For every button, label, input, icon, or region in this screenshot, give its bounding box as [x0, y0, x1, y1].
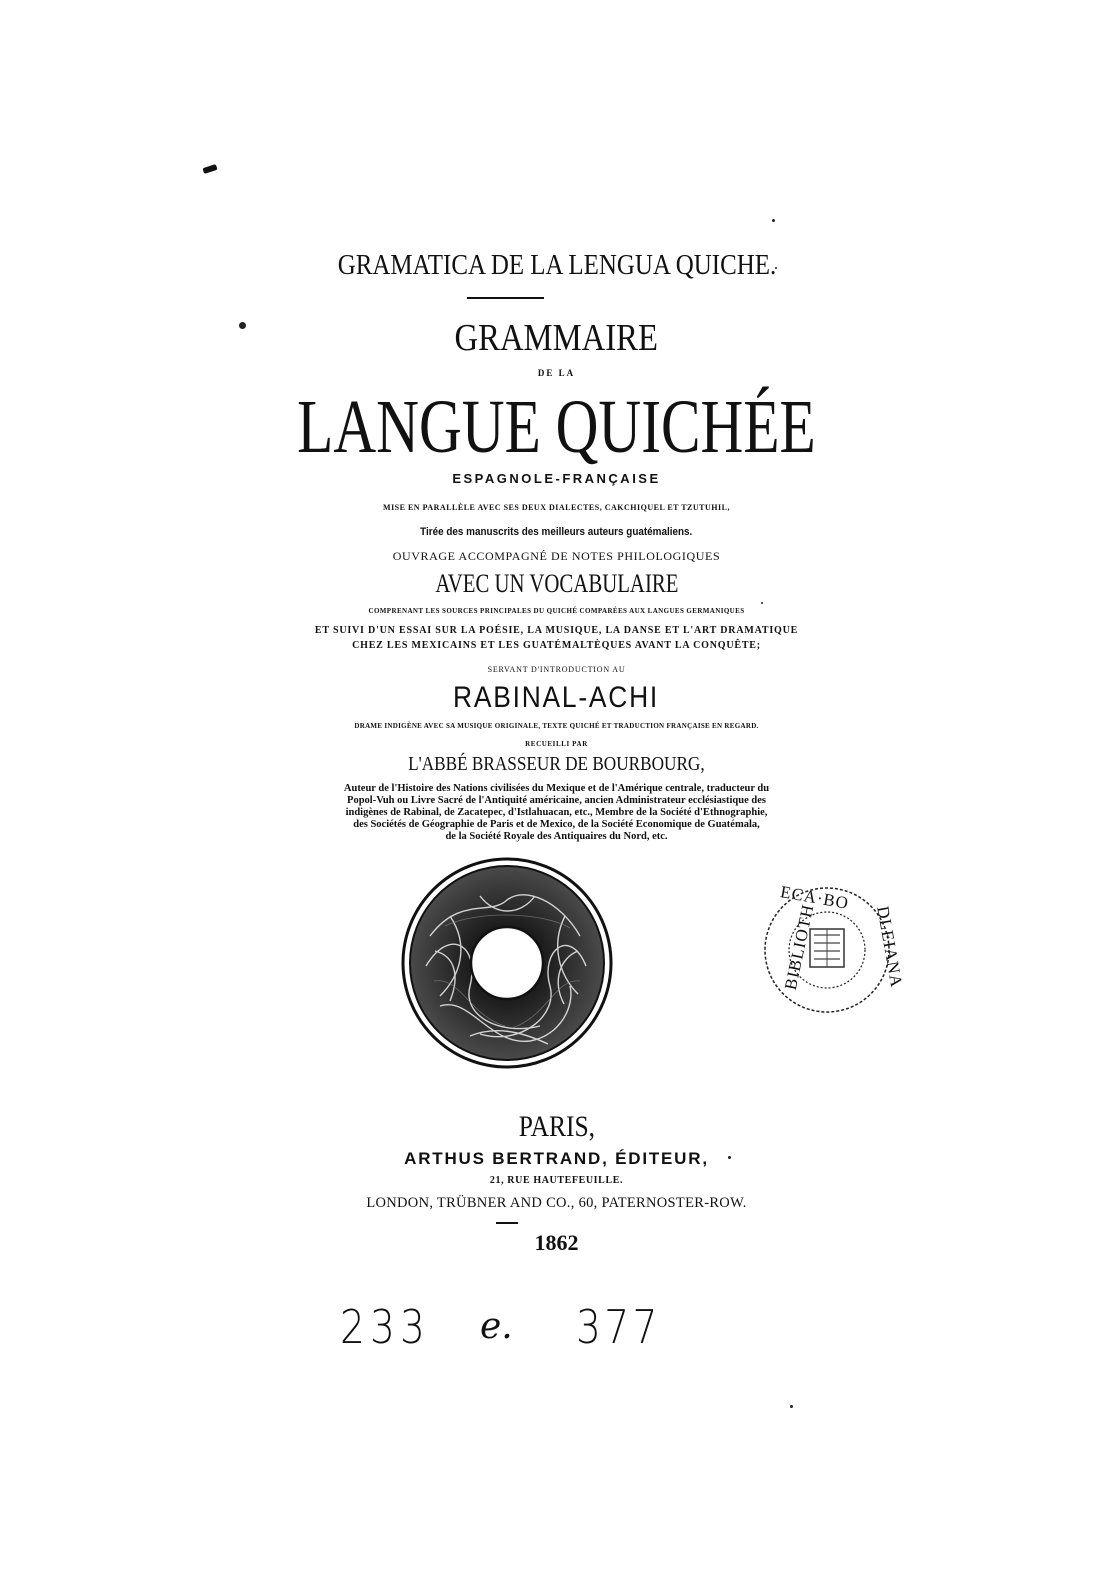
shelfmark-part3: 377 [576, 1300, 661, 1354]
year-divider [496, 1222, 518, 1224]
vocab-line-text: AVEC UN VOCABULAIRE [434, 569, 679, 598]
stamp-text-right: DLEIANA [873, 904, 907, 990]
essay-line-2: CHEZ LES MEXICAINS ET LES GUATÉMALTÈQUES AVANT LA CONQUÊTE; [352, 640, 761, 651]
author-credits-line: indigènes de Rabinal, de Zacatepec, d'Istlahuacan, etc., Membre de la Société d'Ethnographie, [345, 807, 768, 818]
vocab-line [0, 569, 1113, 599]
medallion-vignette [400, 856, 614, 1070]
de-la: DE LA [537, 368, 576, 378]
collected-by: RECUEILLI PAR [525, 740, 588, 748]
author-credits-line: Auteur de l'Histoire des Nations civilisées du Mexique et de l'Amérique centrale, traducteur du [343, 783, 770, 794]
ink-mark [202, 164, 217, 174]
title-divider [467, 297, 544, 299]
imprint-city-text: PARIS, [518, 1110, 595, 1143]
subtitle: ESPAGNOLE-FRANÇAISE [452, 471, 661, 486]
ink-speck [772, 219, 775, 222]
main-title-text: LANGUE QUICHÉE [297, 385, 816, 469]
essay-line-1: ET SUIVI D'UN ESSAI SUR LA POÉSIE, LA MUSIQUE, LA DANSE ET L'ART DRAMATIQUE [314, 625, 799, 636]
stamp-text-top: ECA·BO [778, 882, 851, 913]
author-credits-line: de la Société Royale des Antiquaires du Nord, etc. [445, 831, 668, 842]
drama-title-text: RABINAL-ACHI [453, 681, 660, 714]
imprint-address: 21, RUE HAUTEFEUILLE. [489, 1175, 624, 1186]
author [0, 753, 1113, 776]
sources-line-text: Tirée des manuscrits des meilleurs auteurs guatémaliens. [420, 526, 693, 538]
imprint-year: 1862 [534, 1230, 579, 1255]
french-heading-text: GRAMMAIRE [454, 317, 659, 359]
author-text: L'ABBÉ BRASSEUR DE BOURBOURG, [408, 753, 705, 775]
vocab-desc: COMPRENANT LES SOURCES PRINCIPALES DU QUICHÉ COMPARÉES AUX LANGUES GERMANIQUES [368, 607, 745, 615]
main-title [0, 382, 1113, 472]
drama-desc: DRAME INDIGÈNE AVEC SA MUSIQUE ORIGINALE, TEXTE QUICHÉ ET TRADUCTION FRANÇAISE EN REGARD. [354, 722, 759, 730]
imprint-city [0, 1110, 1113, 1144]
ink-speck [790, 1405, 793, 1408]
author-credits-line: des Sociétés de Géographie de Paris et de Mexico, de la Société Economique de Guatémala, [353, 819, 760, 830]
stamp-text-left: BIBLIOTH [780, 902, 818, 992]
shelfmark-part1: 233 [340, 1300, 430, 1354]
drama-title [0, 681, 1113, 715]
shelfmark-part2: e. [480, 1306, 513, 1347]
library-stamp [762, 882, 907, 1015]
author-credits-line: Popol-Vuh ou Livre Sacré de l'Antiquité américaine, ancien Administrateur ecclésiastique des [347, 795, 766, 806]
ink-speck [761, 602, 763, 604]
notes-line: OUVRAGE ACCOMPAGNÉ DE NOTES PHILOLOGIQUES [392, 549, 721, 563]
sources-line [0, 526, 1113, 538]
spanish-title [0, 249, 1113, 282]
intro-line: SERVANT D'INTRODUCTION AU [487, 665, 626, 674]
parallel-line: MISE EN PARALLÈLE AVEC SES DEUX DIALECTES, CAKCHIQUEL ET TZUTUHIL, [383, 503, 730, 512]
imprint-publisher: ARTHUS BERTRAND, ÉDITEUR, [404, 1149, 709, 1168]
spanish-title-text: GRAMATICA DE LA LENGUA QUICHE. [337, 249, 776, 281]
imprint-london: LONDON, TRÜBNER AND CO., 60, PATERNOSTER-ROW. [366, 1195, 747, 1211]
french-heading [0, 316, 1113, 360]
